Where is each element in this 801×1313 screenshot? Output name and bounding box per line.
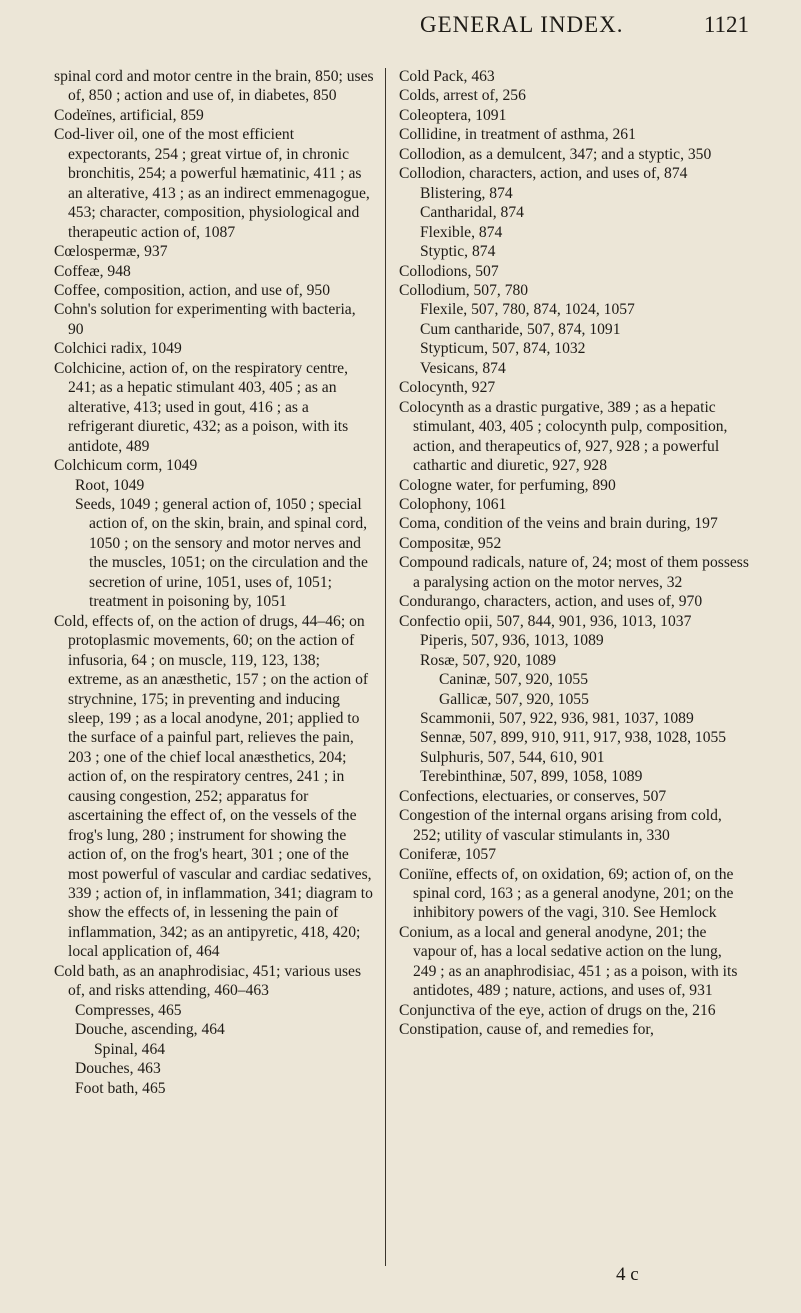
page-number: 1121 bbox=[703, 12, 749, 37]
index-entry: Blistering, 874 bbox=[420, 184, 513, 202]
index-entry: Colchicum corm, 1049 bbox=[54, 457, 198, 475]
index-entry: Seeds, 1049 ; general action of, 1050 ; special action of, on the skin, brain, and spinal cord, 1050 ; on the sensory and motor nerves and the muscles, 1051; on the circulation and the secretion of urine, 1051, uses of, 1051; treatment in poisoning by, 1051 bbox=[75, 495, 368, 611]
index-entry: Sennæ, 507, 899, 910, 911, 917, 938, 1028, 1055 bbox=[420, 729, 727, 747]
index-entry: Cold Pack, 463 bbox=[399, 68, 495, 85]
index-entry: Cologne water, for perfuming, 890 bbox=[399, 476, 616, 494]
index-entry: Foot bath, 465 bbox=[75, 1079, 166, 1097]
index-entry: Coffee, composition, action, and use of, 950 bbox=[54, 281, 331, 299]
index-entry: Cod-liver oil, one of the most efficient expectorants, 254 ; great virtue of, in chronic bronchitis, 254; a powerful hæmatinic, 411 ; as an alterative, 413 ; as an indirect emmenagogue, 453; character, composition, physiological and therapeutic action of, 1087 bbox=[54, 126, 370, 241]
index-entry: Compound radicals, nature of, 24; most of them possess a paralysing action on the motor nerves, 32 bbox=[399, 554, 749, 591]
index-entry: Flexile, 507, 780, 874, 1024, 1057 bbox=[420, 301, 635, 319]
index-entry: Stypticum, 507, 874, 1032 bbox=[420, 340, 586, 358]
index-entry: Colocynth, 927 bbox=[399, 379, 496, 397]
index-entry: Collodion, as a demulcent, 347; and a styptic, 350 bbox=[399, 145, 712, 163]
index-column-right bbox=[399, 67, 749, 1040]
index-entry: Conjunctiva of the eye, action of drugs on the, 216 bbox=[399, 1001, 716, 1019]
index-entry: Constipation, cause of, and remedies for, bbox=[399, 1021, 654, 1039]
index-entry: Condurango, characters, action, and uses of, 970 bbox=[399, 593, 703, 611]
index-entry: Coniferæ, 1057 bbox=[399, 846, 497, 864]
index-entry: Congestion of the internal organs arising from cold, 252; utility of vascular stimulants in, 330 bbox=[399, 807, 722, 844]
index-entry: Coffeæ, 948 bbox=[54, 262, 131, 280]
index-entry: Colds, arrest of, 256 bbox=[399, 87, 526, 105]
page-title: GENERAL INDEX. bbox=[420, 12, 624, 37]
index-entry: Gallicæ, 507, 920, 1055 bbox=[439, 690, 589, 708]
index-entry: Douches, 463 bbox=[75, 1060, 161, 1078]
index-entry: Vesicans, 874 bbox=[420, 359, 506, 377]
index-entry: Root, 1049 bbox=[75, 476, 145, 494]
index-entry: Coleoptera, 1091 bbox=[399, 106, 507, 124]
index-entry: Sulphuris, 507, 544, 610, 901 bbox=[420, 748, 605, 766]
index-entry: Cœlospermæ, 937 bbox=[54, 243, 168, 261]
index-entry: Scammonii, 507, 922, 936, 981, 1037, 1089 bbox=[420, 709, 694, 727]
index-entry: Confections, electuaries, or conserves, 507 bbox=[399, 787, 667, 805]
index-entry: Codeïnes, artificial, 859 bbox=[54, 106, 204, 124]
index-column-left bbox=[54, 67, 374, 1098]
index-entry: Compositæ, 952 bbox=[399, 534, 502, 552]
index-entry: Collodions, 507 bbox=[399, 262, 499, 280]
index-entry: Caninæ, 507, 920, 1055 bbox=[439, 671, 589, 689]
index-entry: Colocynth as a drastic purgative, 389 ; as a hepatic stimulant, 403, 405 ; colocynth pulp, composition, action, and therapeutics of, 927, 928 ; a powerful cathartic and diuretic, 927, 928 bbox=[399, 398, 728, 475]
index-entry: Colchicine, action of, on the respiratory centre, 241; as a hepatic stimulant 403, 405 ; as an alterative, 413; used in gout, 416 ; as a refrigerant diuretic, 432; as a poison, with its antidote, 489 bbox=[54, 359, 349, 455]
column-divider bbox=[385, 68, 386, 1266]
index-entry: Rosæ, 507, 920, 1089 bbox=[420, 651, 557, 669]
index-entry: Colchici radix, 1049 bbox=[54, 340, 182, 358]
index-entry: Flexible, 874 bbox=[420, 223, 503, 241]
index-entry: Piperis, 507, 936, 1013, 1089 bbox=[420, 632, 604, 650]
index-entry: Compresses, 465 bbox=[75, 1001, 182, 1019]
signature-mark: 4 c bbox=[616, 1264, 639, 1285]
index-entry: Collodium, 507, 780 bbox=[399, 281, 529, 299]
index-entry: Cold bath, as an anaphrodisiac, 451; various uses of, and risks attending, 460–463 bbox=[54, 962, 362, 1000]
index-entry: Cantharidal, 874 bbox=[420, 204, 524, 222]
index-entry: Cum cantharide, 507, 874, 1091 bbox=[420, 320, 621, 338]
index-entry: Conium, as a local and general anodyne, 201; the vapour of, has a local sedative action on the lung, 249 ; as an anaphrodisiac, 451 ; as a poison, with its antidotes, 489 ; nature, actions, and uses of, 931 bbox=[399, 923, 738, 1000]
index-entry: Cohn's solution for experimenting with bacteria, 90 bbox=[54, 301, 356, 338]
index-entry: Colophony, 1061 bbox=[399, 495, 507, 513]
index-entry: Collidine, in treatment of asthma, 261 bbox=[399, 126, 636, 144]
index-entry: Douche, ascending, 464 bbox=[75, 1021, 225, 1039]
index-entry: Terebinthinæ, 507, 899, 1058, 1089 bbox=[420, 768, 643, 786]
index-entry: spinal cord and motor centre in the brain, 850; uses of, 850 ; action and use of, in diabetes, 850 bbox=[54, 68, 374, 105]
index-entry: Coniïne, effects of, on oxidation, 69; action of, on the spinal cord, 163 ; as a general anodyne, 201; on the inhibitory powers of the vagi, 310. See Hemlock bbox=[399, 865, 734, 922]
index-entry: Coma, condition of the veins and brain during, 197 bbox=[399, 515, 718, 533]
index-entry: Collodion, characters, action, and uses of, 874 bbox=[399, 165, 688, 183]
index-entry: Spinal, 464 bbox=[94, 1040, 166, 1058]
running-head bbox=[0, 12, 801, 42]
index-entry: Confectio opii, 507, 844, 901, 936, 1013, 1037 bbox=[399, 612, 692, 630]
index-entry: Styptic, 874 bbox=[420, 243, 496, 261]
index-entry: Cold, effects of, on the action of drugs, 44–46; on protoplasmic movements, 60; on the action of infusoria, 64 ; on muscle, 119, 123, 138; extreme, as an anæsthetic, 157 ; on the action of strychnine, 175; in preventing and inducing sleep, 199 ; as a local anodyne, 201; applied to the surface of a painful part, relieves the pain, 203 ; one of the chief local anæsthetics, 204; action of, on the respiratory centres, 241 ; in causing congestion, 252; apparatus for ascertaining the effect of, on the vessels of the frog's lung, 280 ; instrument for showing the action of, on the frog's heart, 301 ; one of the most powerful of vascular and cardiac sedatives, 339 ; action of, in inflammation, 341; diagram to show the effects of, in lessening the pain of inflammation, 342; as an antipyretic, 418, 420; local application of, 464 bbox=[54, 612, 373, 961]
